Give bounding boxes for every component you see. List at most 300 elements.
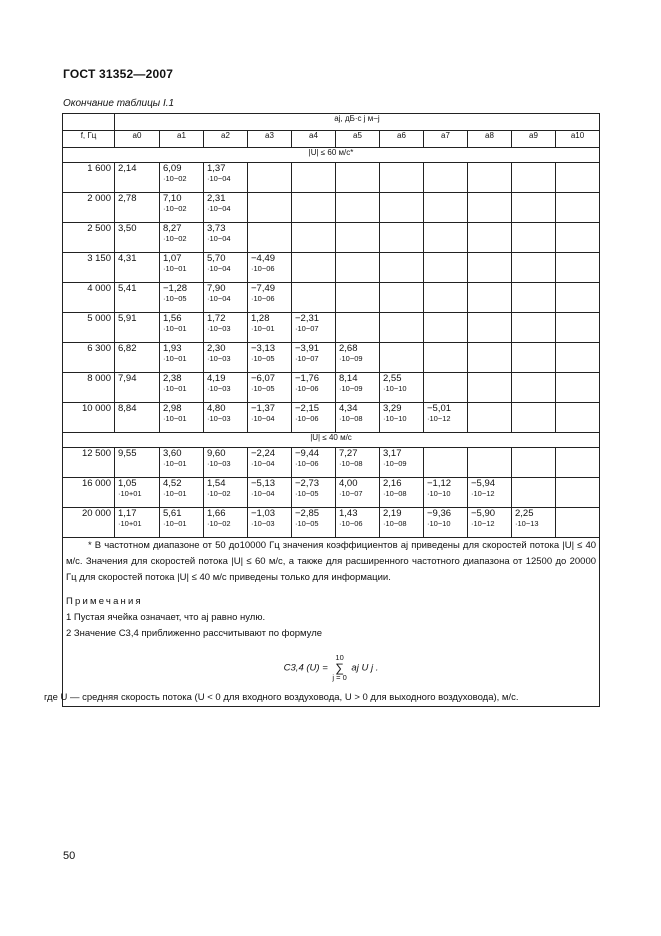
coefficient-cell [248, 223, 292, 253]
frequency-cell: 20 000 [63, 508, 115, 538]
mantissa: 1,28 [251, 313, 270, 324]
mantissa: 2,31 [207, 193, 226, 204]
group-header: aj, дБ·c j м−j [115, 114, 600, 131]
note-item-2: 2 Значение C3,4 приближенно рассчитывают по формуле [66, 628, 323, 639]
coefficient-cell [292, 478, 336, 508]
coefficient-cell [204, 448, 248, 478]
coefficient-cell [204, 193, 248, 223]
coefficient-cell [336, 508, 380, 538]
coefficient-cell [292, 373, 336, 403]
table-caption: Окончание таблицы I.1 [63, 98, 175, 109]
exponent: ·10−02 [163, 204, 187, 213]
mantissa: 4,31 [118, 253, 137, 264]
mantissa: −3,91 [295, 343, 320, 354]
coefficient-cell [204, 223, 248, 253]
exponent: ·10−07 [295, 324, 319, 333]
mantissa: 5,70 [207, 253, 226, 264]
coefficient-cell [424, 343, 468, 373]
coefficient-cell [292, 343, 336, 373]
exponent: ·10−01 [163, 459, 187, 468]
exponent: ·10−12 [471, 489, 495, 498]
coefficient-cell [468, 508, 512, 538]
exponent: ·10−01 [163, 519, 187, 528]
coefficient-cell [556, 313, 600, 343]
column-header-4: a3 [248, 131, 292, 148]
coefficient-cell [468, 283, 512, 313]
mantissa: 5,61 [163, 508, 182, 519]
mantissa: −5,01 [427, 403, 452, 414]
coefficient-cell [380, 283, 424, 313]
mantissa: 7,10 [163, 193, 182, 204]
mantissa: −2,73 [295, 478, 320, 489]
mantissa: −7,49 [251, 283, 276, 294]
exponent: ·10−10 [383, 384, 407, 393]
mantissa: 3,50 [118, 223, 137, 234]
mantissa: −1,76 [295, 373, 320, 384]
coefficient-cell [248, 403, 292, 433]
mantissa: 2,98 [163, 403, 182, 414]
coefficient-cell [512, 448, 556, 478]
mantissa: 1,66 [207, 508, 226, 519]
mantissa: −9,44 [295, 448, 320, 459]
coefficient-cell [160, 343, 204, 373]
coefficient-cell [115, 193, 160, 223]
mantissa: 3,60 [163, 448, 182, 459]
coefficient-cell [556, 343, 600, 373]
coefficient-cell [468, 478, 512, 508]
mantissa: 5,41 [118, 283, 137, 294]
table-row [63, 448, 600, 478]
exponent: ·10−04 [207, 204, 231, 213]
coefficient-cell [424, 313, 468, 343]
frequency-cell: 1 600 [63, 163, 115, 193]
table-row [63, 313, 600, 343]
coefficient-cell [336, 373, 380, 403]
exponent: ·10−06 [295, 414, 319, 423]
mantissa: 9,60 [207, 448, 226, 459]
coefficient-cell [380, 508, 424, 538]
mantissa: 3,17 [383, 448, 402, 459]
coefficient-cell [160, 253, 204, 283]
mantissa: 4,19 [207, 373, 226, 384]
table-row [63, 163, 600, 193]
exponent: ·10−09 [339, 354, 363, 363]
coefficient-cell [512, 343, 556, 373]
exponent: ·10−03 [207, 324, 231, 333]
exponent: ·10−03 [207, 414, 231, 423]
sum-bottom: j = 0 [332, 673, 347, 682]
exponent: ·10−03 [207, 384, 231, 393]
exponent: ·10−07 [339, 489, 363, 498]
coefficient-cell [468, 253, 512, 283]
coefficient-cell [512, 163, 556, 193]
exponent: ·10−09 [383, 459, 407, 468]
coefficient-cell [468, 223, 512, 253]
coefficient-cell [248, 313, 292, 343]
coefficient-cell [204, 253, 248, 283]
exponent: ·10−12 [471, 519, 495, 528]
mantissa: 1,05 [118, 478, 137, 489]
coefficient-cell [468, 313, 512, 343]
sum-sign: ∑ [335, 661, 344, 675]
exponent: ·10−06 [295, 384, 319, 393]
coefficient-cell [556, 253, 600, 283]
table-row [63, 373, 600, 403]
coefficient-cell [380, 478, 424, 508]
coefficient-cell [115, 283, 160, 313]
frequency-cell: 6 300 [63, 343, 115, 373]
footnote: * В частотном диапазоне от 50 до10000 Гц значения коэффициентов aj приведены для скоростей потока |U| ≤ 40 м/с. Значения для скоростей потока |U| ≤ 60 м/с, а также для расширенного частотного диапазона от 12500 до 20000 Гц для скоростей потока |U| ≤ 40 м/с приведены только для информации. [66, 540, 597, 583]
coefficient-cell [556, 478, 600, 508]
coefficient-cell [512, 313, 556, 343]
exponent: ·10−01 [163, 324, 187, 333]
mantissa: 3,73 [207, 223, 226, 234]
coefficient-cell [115, 313, 160, 343]
coefficient-cell [512, 193, 556, 223]
mantissa: 2,25 [515, 508, 534, 519]
mantissa: 2,55 [383, 373, 402, 384]
mantissa: 4,52 [163, 478, 182, 489]
frequency-cell: 8 000 [63, 373, 115, 403]
coefficient-cell [424, 448, 468, 478]
coefficient-cell [160, 163, 204, 193]
column-header-0: f, Гц [63, 131, 115, 148]
column-header-2: a1 [160, 131, 204, 148]
note-item-1: 1 Пустая ячейка означает, что aj равно нулю. [66, 612, 266, 623]
mantissa: 7,94 [118, 373, 137, 384]
mantissa: −1,28 [163, 283, 188, 294]
frequency-cell: 4 000 [63, 283, 115, 313]
exponent: ·10−06 [251, 264, 275, 273]
coefficient-cell [204, 283, 248, 313]
coefficient-cell [380, 313, 424, 343]
mantissa: 1,37 [207, 163, 226, 174]
coefficient-cell [556, 163, 600, 193]
coefficient-cell [248, 343, 292, 373]
mantissa: −5,13 [251, 478, 276, 489]
column-header-10: a9 [512, 131, 556, 148]
coefficient-cell [204, 313, 248, 343]
coefficient-cell [380, 343, 424, 373]
mantissa: −5,90 [471, 508, 496, 519]
exponent: ·10−06 [339, 519, 363, 528]
table-row [63, 253, 600, 283]
coefficient-cell [380, 163, 424, 193]
table-row [63, 343, 600, 373]
coefficient-cell [380, 223, 424, 253]
sum-operator [332, 654, 346, 682]
mantissa: 2,19 [383, 508, 402, 519]
coefficient-cell [468, 373, 512, 403]
coefficient-cell [292, 313, 336, 343]
coefficient-cell [336, 403, 380, 433]
coefficient-cell [424, 193, 468, 223]
coefficient-cell [556, 448, 600, 478]
table-row [63, 193, 600, 223]
column-header-9: a8 [468, 131, 512, 148]
coefficient-cell [115, 253, 160, 283]
coefficient-cell [336, 448, 380, 478]
coefficient-cell [468, 343, 512, 373]
mantissa: 2,68 [339, 343, 358, 354]
exponent: ·10−05 [163, 294, 187, 303]
coefficient-cell [292, 403, 336, 433]
mantissa: −9,36 [427, 508, 452, 519]
mantissa: 8,84 [118, 403, 137, 414]
mantissa: 5,91 [118, 313, 137, 324]
exponent: ·10−06 [251, 294, 275, 303]
exponent: ·10−08 [339, 414, 363, 423]
coefficient-cell [115, 448, 160, 478]
exponent: ·10−01 [163, 264, 187, 273]
exponent: ·10−10 [427, 519, 451, 528]
column-header-8: a7 [424, 131, 468, 148]
column-header-6: a5 [336, 131, 380, 148]
exponent: ·10−04 [251, 489, 275, 498]
mantissa: 2,78 [118, 193, 137, 204]
coefficient-cell [292, 163, 336, 193]
coefficient-cell [160, 223, 204, 253]
coefficient-cell [424, 478, 468, 508]
frequency-cell: 5 000 [63, 313, 115, 343]
exponent: ·10−12 [427, 414, 451, 423]
exponent: ·10−08 [383, 489, 407, 498]
coefficient-cell [424, 223, 468, 253]
coefficient-cell [160, 193, 204, 223]
mantissa: 1,17 [118, 508, 137, 519]
mantissa: −2,15 [295, 403, 320, 414]
frequency-cell: 3 150 [63, 253, 115, 283]
coefficient-cell [468, 163, 512, 193]
coefficient-cell [336, 283, 380, 313]
table-row [63, 508, 600, 538]
table-corner-cell [63, 114, 115, 131]
mantissa: 8,14 [339, 373, 358, 384]
mantissa: 1,54 [207, 478, 226, 489]
coefficient-cell [424, 163, 468, 193]
coefficient-cell [468, 448, 512, 478]
exponent: ·10−02 [163, 174, 187, 183]
coefficient-cell [115, 478, 160, 508]
mantissa: −3,13 [251, 343, 276, 354]
mantissa: 2,14 [118, 163, 137, 174]
coefficient-cell [160, 403, 204, 433]
exponent: ·10−01 [163, 354, 187, 363]
coefficient-cell [160, 448, 204, 478]
mantissa: 7,90 [207, 283, 226, 294]
table-row [63, 223, 600, 253]
coefficient-cell [292, 448, 336, 478]
exponent: ·10−01 [163, 414, 187, 423]
coefficient-cell [556, 373, 600, 403]
coefficient-cell [115, 508, 160, 538]
coefficient-cell [336, 478, 380, 508]
page-number: 50 [63, 850, 76, 862]
notes-explanation: где U — средняя скорость потока (U < 0 для входного воздуховода, U > 0 для выходного воздуховода), м/с. [44, 692, 519, 703]
coefficient-cell [336, 343, 380, 373]
formula-rhs: aj U j . [351, 662, 379, 674]
coefficient-cell [380, 448, 424, 478]
exponent: ·10−04 [207, 174, 231, 183]
coefficient-cell [248, 508, 292, 538]
notes-title: Примечания [66, 596, 143, 607]
mantissa: 6,09 [163, 163, 182, 174]
exponent: ·10−07 [295, 354, 319, 363]
coefficient-cell [115, 373, 160, 403]
column-header-7: a6 [380, 131, 424, 148]
mantissa: 1,56 [163, 313, 182, 324]
table-row [63, 403, 600, 433]
mantissa: 2,16 [383, 478, 402, 489]
coefficient-cell [292, 193, 336, 223]
coefficient-cell [204, 373, 248, 403]
coefficient-cell [512, 253, 556, 283]
exponent: ·10−01 [163, 489, 187, 498]
coefficient-cell [292, 223, 336, 253]
coefficient-cell [115, 343, 160, 373]
mantissa: 1,43 [339, 508, 358, 519]
exponent: ·10−09 [339, 384, 363, 393]
exponent: ·10−05 [251, 354, 275, 363]
coefficient-cell [204, 478, 248, 508]
coefficient-cell [424, 403, 468, 433]
exponent: ·10−02 [207, 519, 231, 528]
coefficient-cell [336, 253, 380, 283]
coefficient-cell [248, 253, 292, 283]
mantissa: 1,72 [207, 313, 226, 324]
exponent: ·10−08 [383, 519, 407, 528]
frequency-cell: 2 000 [63, 193, 115, 223]
exponent: ·10−08 [339, 459, 363, 468]
exponent: ·10−05 [295, 489, 319, 498]
coefficient-cell [248, 163, 292, 193]
coefficient-cell [292, 508, 336, 538]
coefficient-cell [468, 193, 512, 223]
coefficient-cell [468, 403, 512, 433]
exponent: ·10−04 [207, 294, 231, 303]
mantissa: −1,03 [251, 508, 276, 519]
frequency-cell: 12 500 [63, 448, 115, 478]
coefficient-cell [160, 283, 204, 313]
exponent: ·10+01 [118, 489, 142, 498]
mantissa: 3,29 [383, 403, 402, 414]
coefficient-cell [380, 373, 424, 403]
coefficient-cell [512, 283, 556, 313]
coefficient-cell [160, 373, 204, 403]
formula [66, 654, 596, 682]
coefficient-cell [424, 508, 468, 538]
sum-top: 10 [335, 653, 344, 662]
table-row [63, 478, 600, 508]
exponent: ·10+01 [118, 519, 142, 528]
coefficient-cell [115, 223, 160, 253]
coefficient-cell [512, 508, 556, 538]
section-header-2: |U| ≤ 40 м/с [63, 433, 600, 448]
mantissa: 7,27 [339, 448, 358, 459]
coefficient-cell [424, 283, 468, 313]
mantissa: −2,85 [295, 508, 320, 519]
exponent: ·10−04 [207, 264, 231, 273]
coefficient-cell [336, 163, 380, 193]
column-header-1: a0 [115, 131, 160, 148]
exponent: ·10−01 [163, 384, 187, 393]
mantissa: 6,82 [118, 343, 137, 354]
column-header-3: a2 [204, 131, 248, 148]
coefficient-cell [204, 508, 248, 538]
coefficient-cell [336, 193, 380, 223]
table-row [63, 283, 600, 313]
frequency-cell: 10 000 [63, 403, 115, 433]
exponent: ·10−04 [251, 459, 275, 468]
coefficient-cell [292, 253, 336, 283]
coefficient-cell [248, 283, 292, 313]
mantissa: 4,80 [207, 403, 226, 414]
coefficient-cell [204, 163, 248, 193]
mantissa: 4,00 [339, 478, 358, 489]
coefficient-cell [248, 193, 292, 223]
coefficients-table [44, 113, 600, 707]
exponent: ·10−05 [251, 384, 275, 393]
mantissa: 1,07 [163, 253, 182, 264]
coefficient-cell [204, 343, 248, 373]
exponent: ·10−03 [207, 354, 231, 363]
coefficient-cell [556, 403, 600, 433]
coefficient-cell [248, 373, 292, 403]
formula-lhs: C3,4 (U) = [283, 662, 328, 674]
coefficient-cell [115, 403, 160, 433]
exponent: ·10−02 [207, 489, 231, 498]
coefficient-cell [556, 508, 600, 538]
section-header-1: |U| ≤ 60 м/с* [63, 148, 600, 163]
coefficient-cell [512, 403, 556, 433]
column-header-5: a4 [292, 131, 336, 148]
coefficient-cell [556, 283, 600, 313]
notes-cell [44, 538, 600, 707]
mantissa: −6,07 [251, 373, 276, 384]
mantissa: −2,24 [251, 448, 276, 459]
coefficient-cell [204, 403, 248, 433]
coefficient-cell [512, 373, 556, 403]
exponent: ·10−13 [515, 519, 539, 528]
mantissa: 1,93 [163, 343, 182, 354]
exponent: ·10−04 [251, 414, 275, 423]
mantissa: −1,12 [427, 478, 452, 489]
mantissa: −1,37 [251, 403, 276, 414]
exponent: ·10−10 [383, 414, 407, 423]
exponent: ·10−05 [295, 519, 319, 528]
exponent: ·10−01 [251, 324, 275, 333]
coefficient-cell [248, 448, 292, 478]
exponent: ·10−10 [427, 489, 451, 498]
coefficient-cell [512, 223, 556, 253]
coefficient-cell [556, 193, 600, 223]
mantissa: −4,49 [251, 253, 276, 264]
mantissa: 8,27 [163, 223, 182, 234]
frequency-cell: 2 500 [63, 223, 115, 253]
coefficient-cell [292, 283, 336, 313]
coefficient-cell [336, 313, 380, 343]
coefficient-cell [160, 508, 204, 538]
coefficient-cell [336, 223, 380, 253]
mantissa: 2,30 [207, 343, 226, 354]
mantissa: −2,31 [295, 313, 320, 324]
mantissa: −5,94 [471, 478, 496, 489]
coefficient-cell [160, 478, 204, 508]
document-header: ГОСТ 31352—2007 [63, 67, 174, 81]
coefficient-cell [115, 163, 160, 193]
coefficient-cell [424, 253, 468, 283]
coefficient-cell [512, 478, 556, 508]
